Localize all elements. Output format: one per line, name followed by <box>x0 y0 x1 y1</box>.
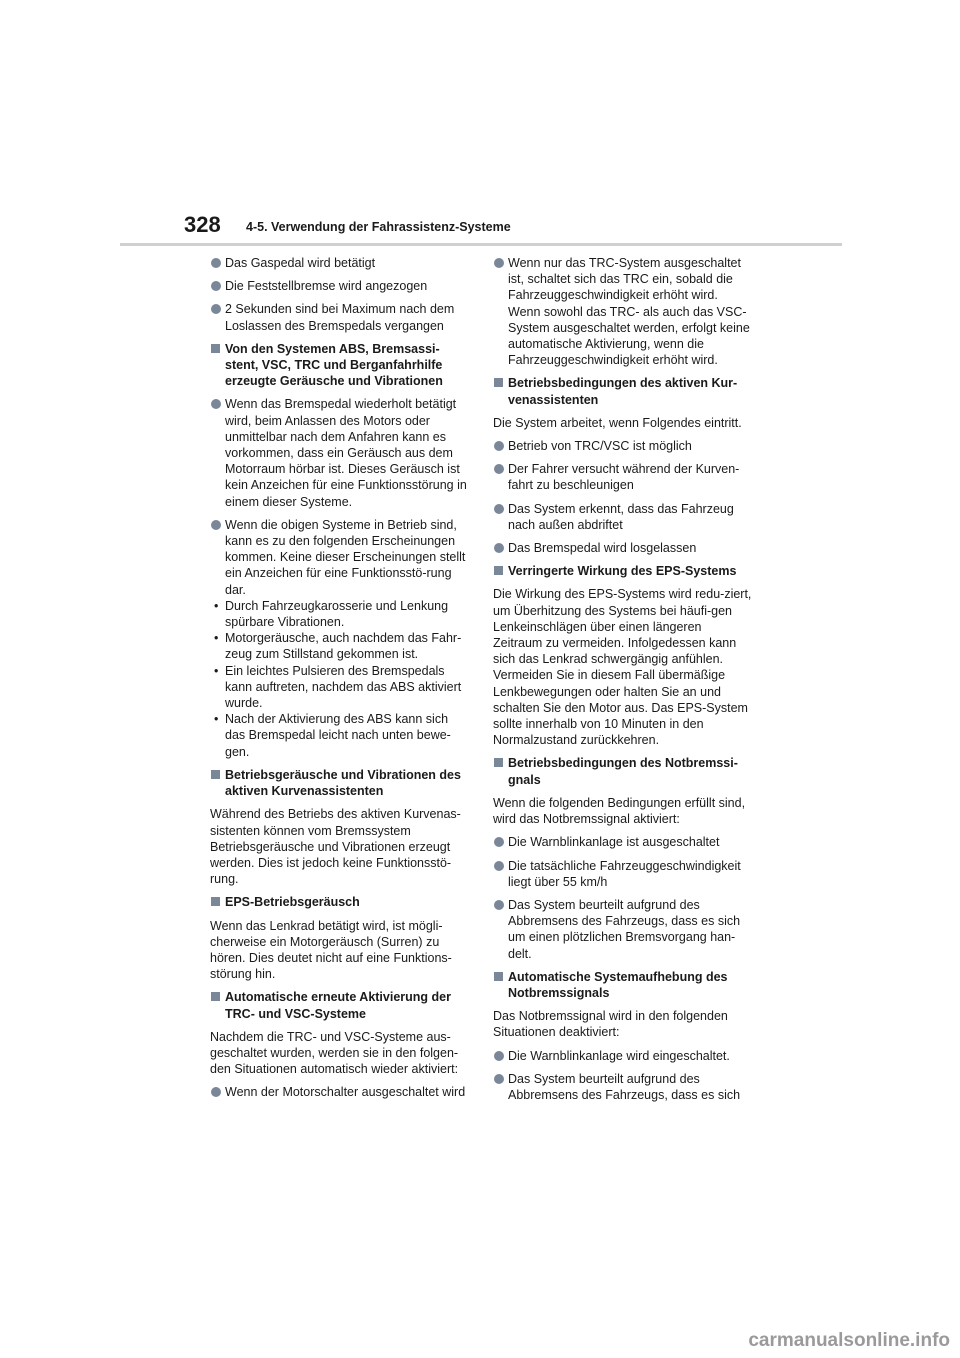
bullet-dot-icon <box>494 543 504 553</box>
bullet-item <box>493 501 753 533</box>
section-heading <box>210 767 470 799</box>
section-title: 4-5. Verwendung der Fahrassistenz-Systeme <box>246 220 511 234</box>
bullet-dot-icon <box>494 464 504 474</box>
sub-item <box>210 598 470 630</box>
bullet-text: Betrieb von TRC/VSC ist möglich <box>508 439 692 454</box>
bullet-item <box>210 255 470 271</box>
bullet-dot-icon <box>211 304 221 314</box>
bullet-item <box>493 1048 753 1064</box>
heading-text: Verringerte Wirkung des EPS-Systems <box>508 564 737 579</box>
bullet-item <box>210 1084 470 1100</box>
sub-item <box>210 663 470 712</box>
bullet-text: Wenn die obigen Systeme in Betrieb sind, kann es zu den folgenden Erscheinungen kommen. Keine dieser Erscheinungen stellt ein Anzeichen für eine Funktionsstö-rung dar. <box>225 517 466 597</box>
bullet-dot-icon <box>494 258 504 268</box>
page-number: 328 <box>184 212 221 237</box>
bullet-dot-icon <box>211 281 221 291</box>
bullet-text: Wenn das Bremspedal wiederholt betätigt wird, beim Anlassen des Motors oder unmittelbar nach dem Anfahren kann es vorkommen, dass ein Geräusch aus dem Motorraum hörbar ist. Dieses Geräusch ist kein Anzeichen für eine Funktionsstörung in einem dieser Systeme. <box>225 397 467 509</box>
bullet-item <box>493 1071 753 1103</box>
section-heading <box>210 989 470 1021</box>
header-divider <box>120 243 842 246</box>
heading-text: Automatische Systemaufhebung des Notbremssignals <box>508 969 728 1000</box>
heading-square-icon <box>494 378 503 387</box>
bullet-text: 2 Sekunden sind bei Maximum nach dem Loslassen des Bremspedals vergangen <box>225 302 455 333</box>
sub-text: Motorgeräusche, auch nachdem das Fahr-zeug zum Stillstand gekommen ist. <box>225 631 462 662</box>
bullet-item <box>210 396 470 509</box>
bullet-text: Das Gaspedal wird betätigt <box>225 256 376 270</box>
bullet-text: Das Bremspedal wird losgelassen <box>508 541 697 556</box>
paragraph: Wenn das Lenkrad betätigt wird, ist mögli-cherweise ein Motorgeräusch (Surren) zu hören. Dies deutet nicht auf eine Funktions-störung hin. <box>210 918 452 982</box>
heading-square-icon <box>211 992 220 1001</box>
bullet-dot-icon <box>494 441 504 451</box>
bullet-text: Wenn nur das TRC-System ausgeschaltet ist, schaltet sich das TRC ein, sobald die Fahrzeuggeschwindigkeit erhöht wird. Wenn sowohl das TRC- als auch das VSC-System ausgeschaltet werden, erfolgt keine automatische Aktivierung, wenn die Fahrzeuggeschwindigkeit erhöht wird. <box>508 256 750 368</box>
bullet-item <box>210 517 470 598</box>
heading-square-icon <box>211 344 220 353</box>
sub-bullet-icon: • <box>214 598 219 613</box>
heading-text: Betriebsgeräusche und Vibrationen des aktiven Kurvenassistenten <box>225 767 461 799</box>
bullet-item <box>493 438 753 454</box>
paragraph: Die System arbeitet, wenn Folgendes eintritt. <box>493 415 742 430</box>
heading-square-icon <box>494 566 503 575</box>
bullet-dot-icon <box>211 258 221 268</box>
sub-bullet-icon: • <box>214 663 219 678</box>
paragraph: Das Notbremssignal wird in den folgenden Situationen deaktiviert: <box>493 1009 728 1040</box>
paragraph: Wenn die folgenden Bedingungen erfüllt sind, wird das Notbremssignal aktiviert: <box>493 795 746 827</box>
section-heading <box>493 969 753 1001</box>
bullet-item <box>210 278 470 294</box>
heading-text: Betriebsbedingungen des Notbremssi-gnals <box>508 756 738 787</box>
sub-bullet-icon: • <box>214 631 219 646</box>
bullet-text: Das System beurteilt aufgrund des Abbremsens des Fahrzeugs, dass es sich <box>508 1071 741 1102</box>
left-column <box>210 255 470 1108</box>
bullet-dot-icon <box>494 1051 504 1061</box>
bullet-item <box>493 255 753 368</box>
heading-text: Automatische erneute Aktivierung der TRC- und VSC-Systeme <box>225 990 451 1021</box>
heading-square-icon <box>211 897 220 906</box>
section-heading <box>210 894 470 910</box>
heading-text: Betriebsbedingungen des aktiven Kur-venassistenten <box>508 376 738 407</box>
sub-bullet-icon: • <box>214 712 219 727</box>
heading-text: Von den Systemen ABS, Bremsassi-stent, VSC, TRC und Berganfahrhilfe erzeugte Geräusche und Vibrationen <box>225 341 443 389</box>
bullet-item <box>210 301 470 333</box>
bullet-item <box>493 540 753 556</box>
paragraph: Nachdem die TRC- und VSC-Systeme aus-geschaltet wurden, werden sie in den folgen-den Situationen automatisch wieder aktiviert: <box>210 1029 459 1077</box>
bullet-item <box>493 461 753 493</box>
heading-square-icon <box>494 758 503 767</box>
bullet-text: Das System erkennt, dass das Fahrzeug nach außen abdriftet <box>508 501 734 532</box>
section-heading <box>493 563 753 579</box>
bullet-text: Die Feststellbremse wird angezogen <box>225 279 428 294</box>
heading-square-icon <box>211 770 220 779</box>
bullet-text: Die tatsächliche Fahrzeuggeschwindigkeit liegt über 55 km/h <box>508 858 741 889</box>
bullet-item <box>493 897 753 962</box>
watermark-link[interactable]: carmanualsonline.info <box>748 1330 950 1351</box>
bullet-dot-icon <box>494 837 504 847</box>
paragraph: Während des Betriebs des aktiven Kurvenas-sistenten können vom Bremssystem Betriebsgeräusche und Vibrationen erzeugt werden. Dies ist jedoch keine Funktionsstö-rung. <box>210 807 461 887</box>
sub-item <box>210 630 470 662</box>
heading-text: EPS-Betriebsgeräusch <box>225 895 360 910</box>
bullet-text: Die Warnblinkanlage ist ausgeschaltet <box>508 835 720 850</box>
section-heading <box>493 375 753 407</box>
sub-text: Ein leichtes Pulsieren des Bremspedals kann auftreten, nachdem das ABS aktiviert wurde. <box>225 663 462 711</box>
paragraph: Die Wirkung des EPS-Systems wird redu-ziert, um Überhitzung des Systems bei häufi-gen Lenkeinschlägen über einen längeren Zeitraum zu vermeiden. Infolgedessen kann sich das Lenkrad schwergängig anfühlen. Vermeiden Sie in diesem Fall übermäßige Lenkbewegungen oder halten Sie an und schalten Sie den Motor aus. Das EPS-System sollte innerhalb von 10 Minuten in den Normalzustand zurückkehren. <box>493 587 752 748</box>
section-heading <box>210 341 470 390</box>
sub-text: Durch Fahrzeugkarosserie und Lenkung spürbare Vibrationen. <box>225 598 449 630</box>
bullet-dot-icon <box>211 520 221 530</box>
bullet-item <box>493 858 753 890</box>
bullet-item <box>493 834 753 850</box>
heading-square-icon <box>494 972 503 981</box>
bullet-dot-icon <box>494 504 504 514</box>
bullet-dot-icon <box>494 1074 504 1084</box>
bullet-dot-icon <box>211 399 221 409</box>
sub-item <box>210 711 470 760</box>
bullet-dot-icon <box>211 1087 221 1097</box>
bullet-text: Das System beurteilt aufgrund des Abbremsens des Fahrzeugs, dass es sich um einen plötzlichen Bremsvorgang han-delt. <box>508 897 741 961</box>
right-column <box>493 255 753 1110</box>
bullet-dot-icon <box>494 900 504 910</box>
bullet-text: Die Warnblinkanlage wird eingeschaltet. <box>508 1048 730 1063</box>
bullet-text: Wenn der Motorschalter ausgeschaltet wird <box>225 1085 466 1100</box>
sub-list <box>210 598 470 760</box>
bullet-text: Der Fahrer versucht während der Kurven-fahrt zu beschleunigen <box>508 462 740 493</box>
section-heading <box>493 755 753 787</box>
bullet-dot-icon <box>494 861 504 871</box>
sub-text: Nach der Aktivierung des ABS kann sich das Bremspedal leicht nach unten bewe-gen. <box>225 712 451 759</box>
